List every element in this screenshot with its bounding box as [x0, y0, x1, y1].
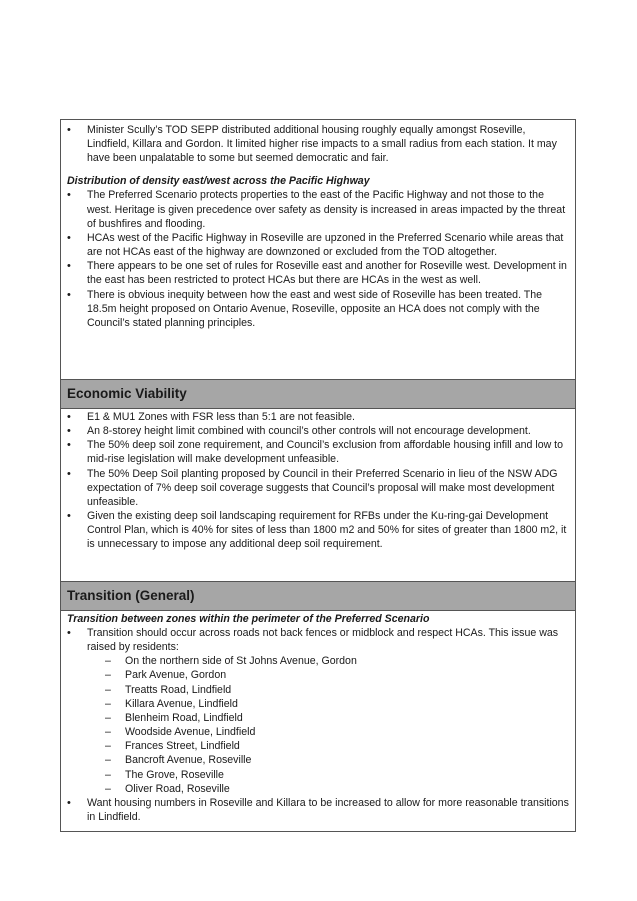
list-item: • Given the existing deep soil landscaping requirement for RFBs under the Ku-ring-gai Development Control Plan, which is 40% for sites of less than 1800 m2 and 50% for sites of greater than 1800 m2, it is unnecessary to impose any additional deep soil requirement. [87, 509, 569, 551]
street-item: – Blenheim Road, Lindfield [125, 711, 569, 725]
list-item-text: Transition should occur across roads not back fences or midblock and respect HCAs. This issue was raised by residents: [87, 627, 559, 654]
intro-bullet-list [61, 120, 575, 165]
street-item: – The Grove, Roseville [125, 768, 569, 782]
subheading-east-west: Distribution of density east/west across the Pacific Highway [67, 175, 370, 188]
list-item: • HCAs west of the Pacific Highway in Roseville are upzoned in the Preferred Scenario while areas that are not HCAs east of the highway are downzoned or excluded from the TOD altogether. [87, 231, 569, 259]
section-heading: Economic Viability [61, 380, 575, 409]
list-item: • There appears to be one set of rules for Roseville east and another for Roseville west. Development in the east has been restricted to protect HCAs but there are HCAs in the west as well. [87, 259, 569, 287]
list-item: • The Preferred Scenario protects properties to the east of the Pacific Highway and not those to the west. Heritage is given precedence over safety as density is increased in areas impacted by the threat of bushfires and flooding. [87, 188, 569, 230]
list-item: • Minister Scully’s TOD SEPP distributed additional housing roughly equally amongst Roseville, Lindfield, Killara and Gordon. It limited higher rise impacts to a small radius from each station. It may have been unpalatable to some but seemed democratic and fair. [87, 123, 569, 165]
subheading-transition-zones: Transition between zones within the perimeter of the Preferred Scenario [67, 613, 430, 625]
bullet-list [61, 409, 575, 552]
section-density-distribution [61, 120, 575, 380]
list-item: • Want housing numbers in Roseville and Killara to be increased to allow for more reasonable transitions in Lindfield. [87, 796, 569, 824]
street-list [87, 654, 569, 796]
street-item: – On the northern side of St Johns Avenue, Gordon [125, 654, 569, 668]
list-item: • An 8-storey height limit combined with council’s other controls will not encourage development. [87, 424, 569, 438]
street-item: – Woodside Avenue, Lindfield [125, 725, 569, 739]
list-item [87, 626, 569, 796]
street-item: – Park Avenue, Gordon [125, 668, 569, 682]
street-item: – Bancroft Avenue, Roseville [125, 753, 569, 767]
bullet-list [61, 626, 575, 824]
street-item: – Oliver Road, Roseville [125, 782, 569, 796]
bullet-list [61, 188, 575, 330]
list-item: • The 50% deep soil zone requirement, and Council’s exclusion from affordable housing infill and low to mid-rise legislation will make development unfeasible. [87, 438, 569, 466]
list-item: • There is obvious inequity between how the east and west side of Roseville has been treated. The 18.5m height proposed on Ontario Avenue, Roseville, opposite an HCA does not comply with the Council’s stated planning principles. [87, 288, 569, 330]
section-economic-viability [61, 380, 575, 582]
street-item: – Frances Street, Lindfield [125, 739, 569, 753]
document-table [60, 119, 576, 832]
street-item: – Treatts Road, Lindfield [125, 683, 569, 697]
street-item: – Killara Avenue, Lindfield [125, 697, 569, 711]
section-transition-general [61, 582, 575, 824]
list-item: • The 50% Deep Soil planting proposed by Council in their Preferred Scenario in lieu of the NSW ADG expectation of 7% deep soil coverage suggests that Council’s proposal will make most development unfeasible. [87, 467, 569, 509]
list-item: • E1 & MU1 Zones with FSR less than 5:1 are not feasible. [87, 410, 569, 424]
section-heading: Transition (General) [61, 582, 575, 611]
